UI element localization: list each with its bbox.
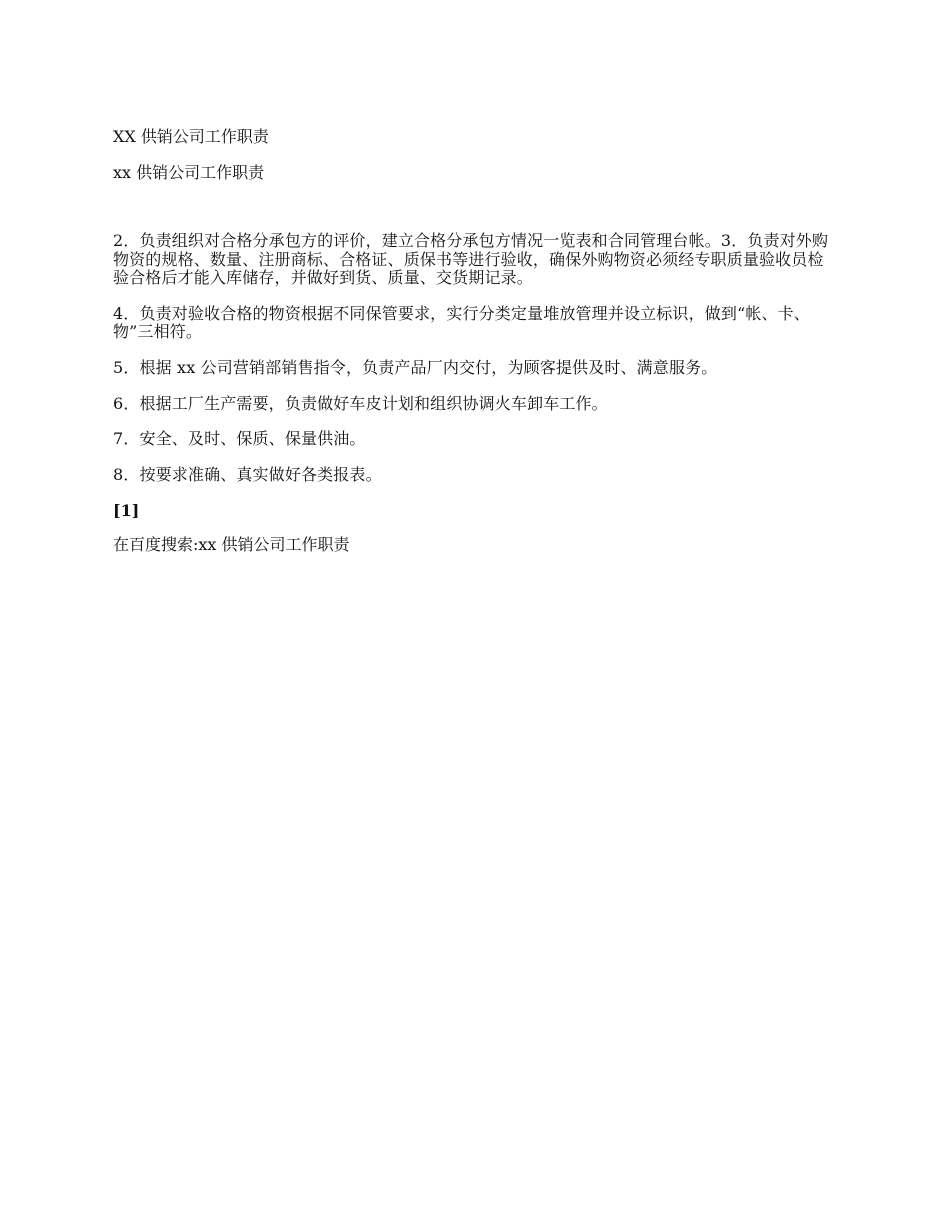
paragraph-4: 4．负责对验收合格的物资根据不同保管要求，实行分类定量堆放管理并设立标识，做到“帐、卡、物”三相符。 [113,303,810,342]
baidu-search-link[interactable]: 在百度搜索:xx 供销公司工作职责 [113,535,350,555]
paragraph-5: 5．根据 xx 公司营销部销售指令，负责产品厂内交付，为顾客提供及时、满意服务。 [113,357,718,377]
reference-marker[interactable]: [1] [113,501,140,521]
document-page [113,124,835,555]
search-link-line[interactable] [113,535,835,555]
paragraph-8: 8．按要求准确、真实做好各类报表。 [113,464,382,484]
paragraph-7: 7．安全、及时、保质、保量供油。 [113,429,366,449]
document-title-upper: XX 供销公司工作职责 [113,127,269,146]
document-title-lower: xx 供销公司工作职责 [113,163,265,182]
paragraph-6: 6．根据工厂生产需要，负责做好车皮计划和组织协调火车卸车工作。 [113,393,608,413]
paragraph-2-3: 2．负责组织对合格分承包方的评价，建立合格分承包方情况一览表和合同管理台帐。3．负责对外购物资的规格、数量、注册商标、合格证、质保书等进行验收，确保外购物资必须经专职质量验收员检验合格后才能入库储存，并做好到货、质量、交货期记录。 [113,231,829,288]
